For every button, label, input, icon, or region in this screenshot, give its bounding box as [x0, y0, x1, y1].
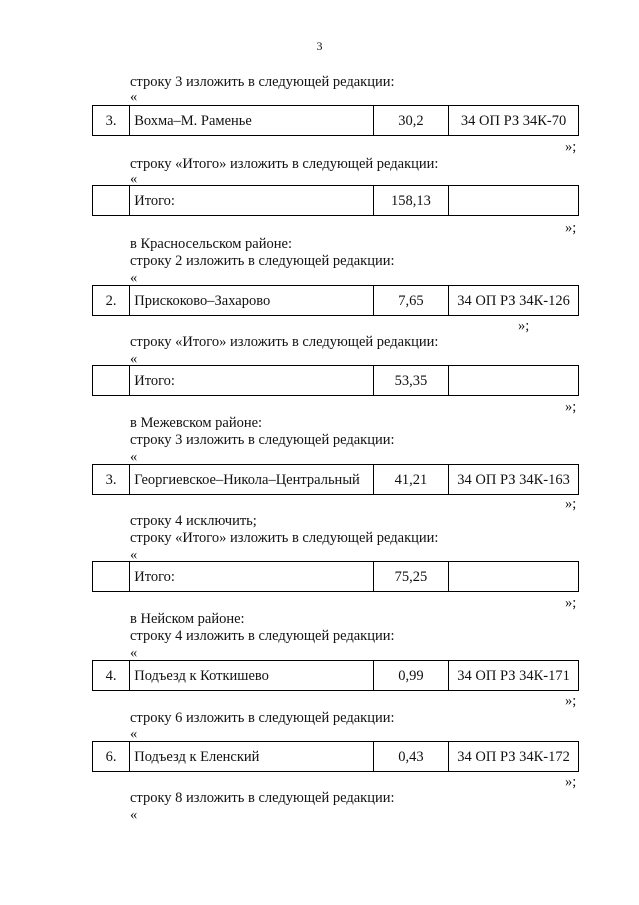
opening-quote: «: [130, 351, 138, 367]
opening-quote: «: [130, 270, 138, 286]
road-length-cell: 41,21: [373, 465, 448, 495]
table-row: [92, 464, 579, 495]
instruction-line: строку «Итого» изложить в следующей редакции:: [130, 334, 439, 350]
instruction-line: строку 8 изложить в следующей редакции:: [130, 790, 395, 806]
opening-quote: «: [130, 89, 138, 105]
closing-quote: »;: [565, 774, 577, 790]
closing-quote: »;: [565, 220, 577, 236]
table-row: [92, 185, 579, 216]
instruction-line: строку «Итого» изложить в следующей редакции:: [130, 530, 439, 546]
instruction-line: в Красносельском районе:: [130, 236, 292, 252]
road-code-cell: 34 ОП РЗ 34К-126: [449, 286, 579, 316]
instruction-line: строку 2 изложить в следующей редакции:: [130, 253, 395, 269]
road-name-cell: Итого:: [130, 186, 374, 216]
table-row: [92, 285, 579, 316]
instruction-line: строку 3 изложить в следующей редакции:: [130, 432, 395, 448]
closing-quote: »;: [565, 139, 577, 155]
road-code-cell: [449, 562, 579, 592]
page-number: 3: [316, 39, 323, 53]
road-length-cell: 0,43: [373, 742, 448, 772]
table-row: [92, 105, 579, 136]
table-row: [92, 660, 579, 691]
road-code-cell: 34 ОП РЗ 34К-163: [449, 465, 579, 495]
road-name-cell: Вохма–М. Раменье: [130, 106, 374, 136]
instruction-line: строку 6 изложить в следующей редакции:: [130, 710, 395, 726]
instruction-line: строку «Итого» изложить в следующей редакции:: [130, 156, 439, 172]
road-length-cell: 0,99: [373, 661, 448, 691]
row-number-cell: 4.: [93, 661, 130, 691]
opening-quote: «: [130, 807, 138, 823]
row-number-cell: 3.: [93, 106, 130, 136]
instruction-line: в Нейском районе:: [130, 611, 245, 627]
instruction-line: строку 3 изложить в следующей редакции:: [130, 74, 395, 90]
instruction-line: в Межевском районе:: [130, 415, 263, 431]
opening-quote: «: [130, 645, 138, 661]
road-length-cell: 158,13: [373, 186, 448, 216]
opening-quote: «: [130, 726, 138, 742]
row-number-cell: [93, 366, 130, 396]
table-row: [92, 561, 579, 592]
row-number-cell: 6.: [93, 742, 130, 772]
road-code-cell: 34 ОП РЗ 34К-70: [449, 106, 579, 136]
road-name-cell: Подъезд к Коткишево: [130, 661, 374, 691]
row-number-cell: 2.: [93, 286, 130, 316]
instruction-line: строку 4 исключить;: [130, 513, 257, 529]
road-code-cell: 34 ОП РЗ 34К-172: [449, 742, 579, 772]
road-name-cell: Подъезд к Еленский: [130, 742, 374, 772]
road-name-cell: Георгиевское–Никола–Центральный: [130, 465, 374, 495]
table-row: [92, 365, 579, 396]
road-name-cell: Итого:: [130, 366, 374, 396]
opening-quote: «: [130, 449, 138, 465]
road-length-cell: 30,2: [373, 106, 448, 136]
opening-quote: «: [130, 547, 138, 563]
road-name-cell: Прискоково–Захарово: [130, 286, 374, 316]
table-row: [92, 741, 579, 772]
road-length-cell: 7,65: [373, 286, 448, 316]
closing-quote: »;: [565, 399, 577, 415]
road-code-cell: [449, 186, 579, 216]
row-number-cell: 3.: [93, 465, 130, 495]
closing-quote: »;: [565, 595, 577, 611]
row-number-cell: [93, 562, 130, 592]
closing-quote: »;: [565, 693, 577, 709]
instruction-line: строку 4 изложить в следующей редакции:: [130, 628, 395, 644]
road-length-cell: 75,25: [373, 562, 448, 592]
row-number-cell: [93, 186, 130, 216]
road-name-cell: Итого:: [130, 562, 374, 592]
road-length-cell: 53,35: [373, 366, 448, 396]
opening-quote: «: [130, 171, 138, 187]
road-code-cell: [449, 366, 579, 396]
road-code-cell: 34 ОП РЗ 34К-171: [449, 661, 579, 691]
closing-quote: »;: [565, 496, 577, 512]
closing-quote: »;: [518, 318, 530, 334]
